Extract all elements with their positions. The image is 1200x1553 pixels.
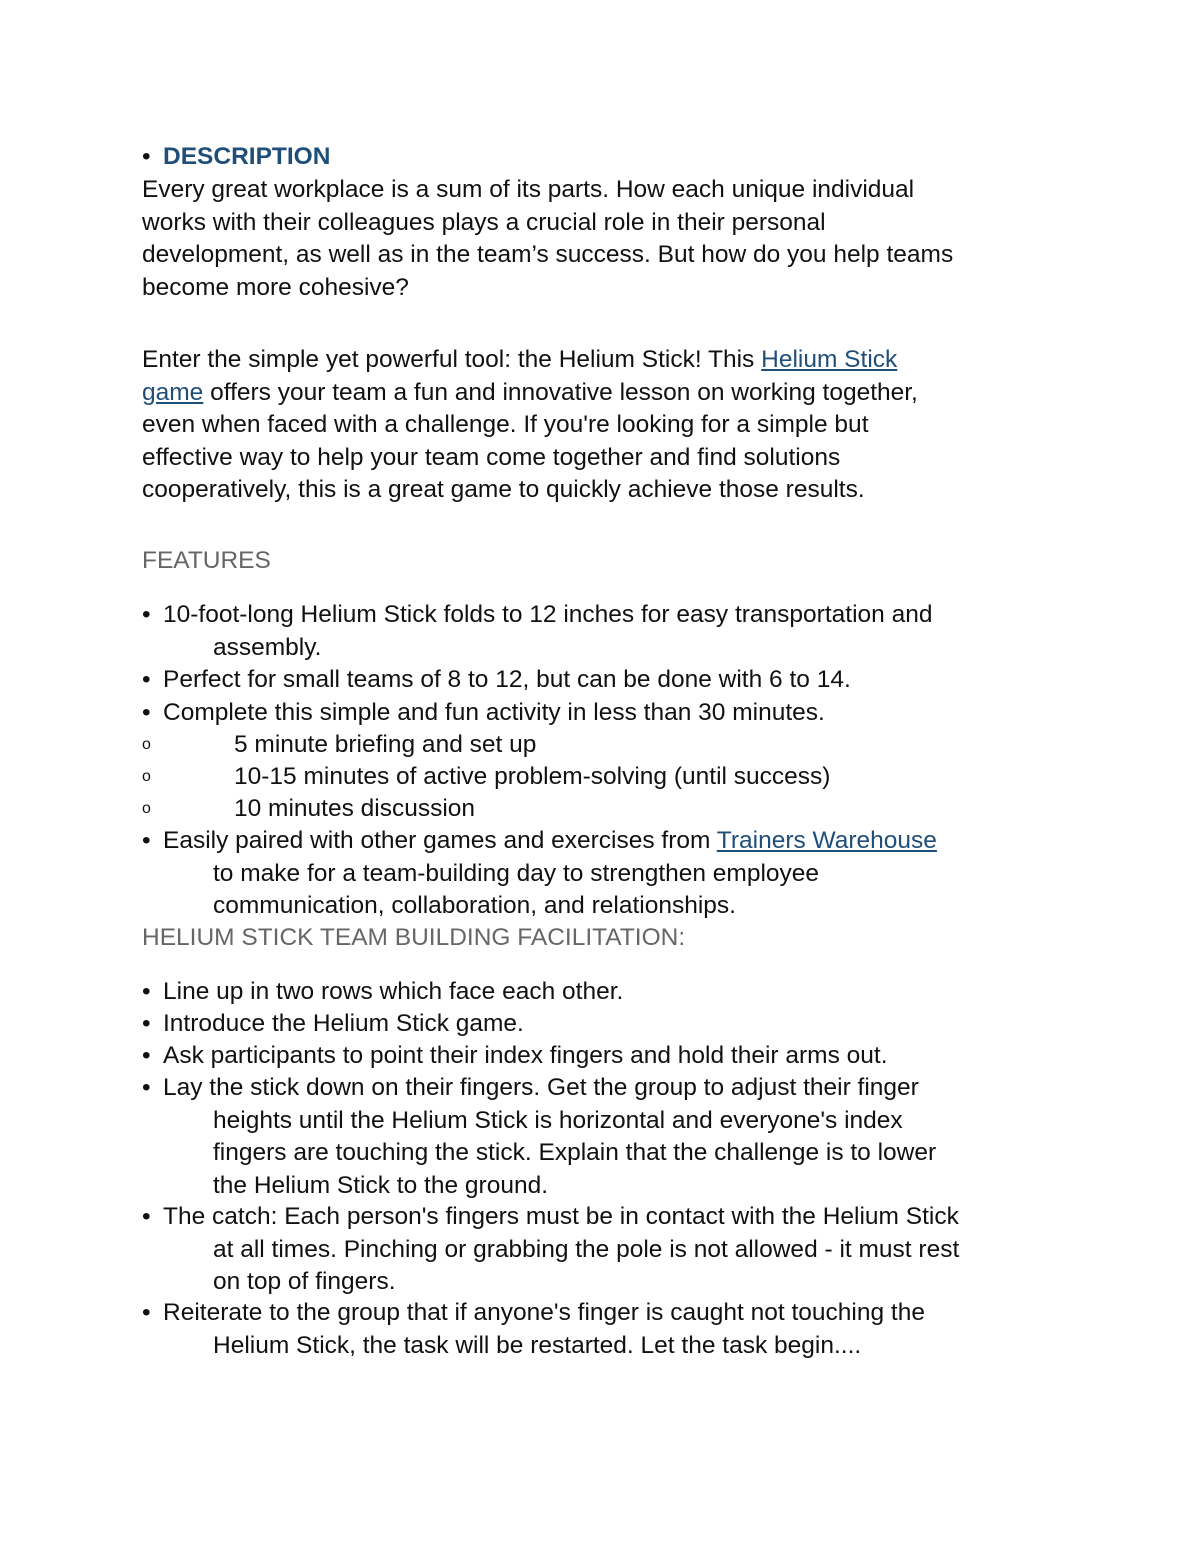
- helium-stick-game-link[interactable]: Helium Stick: [761, 346, 898, 373]
- text-line: works with their colleagues plays a crucial role in their personal: [142, 208, 826, 236]
- text-line: [163, 825, 1063, 858]
- subitem-text: 10 minutes discussion: [234, 795, 476, 822]
- sub-bullet: o: [142, 768, 151, 785]
- facilitation-text: Line up in two rows which face each other.: [163, 978, 624, 1005]
- text-line: Every great workplace is a sum of its parts. How each unique individual: [142, 176, 915, 203]
- description-paragraph-2: [142, 344, 1082, 507]
- facilitation-text: [163, 1201, 1063, 1299]
- text-line: [142, 344, 1082, 377]
- text-line: development, as well as in the team’s success. But how do you help teams: [142, 241, 954, 268]
- text-line: on top of fingers.: [213, 1268, 396, 1295]
- bullet: •: [142, 1010, 151, 1037]
- text-line: even when faced with a challenge. If you're looking for a simple but: [142, 411, 869, 438]
- feature-text: Complete this simple and fun activity in less than 30 minutes.: [163, 699, 825, 726]
- bullet: •: [142, 143, 151, 170]
- text-line: 10-foot-long Helium Stick folds to 12 inches for easy transportation and: [163, 601, 933, 628]
- bullet: •: [142, 699, 151, 726]
- text-line: the Helium Stick to the ground.: [213, 1171, 549, 1199]
- text-line: Helium Stick, the task will be restarted. Let the task begin....: [213, 1331, 862, 1359]
- facilitation-text: [163, 1072, 1063, 1202]
- description-heading: DESCRIPTION: [163, 143, 331, 170]
- sub-bullet: o: [142, 736, 151, 753]
- text-line: become more cohesive?: [142, 273, 409, 301]
- bullet: •: [142, 978, 151, 1005]
- bullet: •: [142, 1074, 151, 1101]
- bullet: •: [142, 1042, 151, 1069]
- facilitation-text: Ask participants to point their index fingers and hold their arms out.: [163, 1042, 888, 1069]
- text-line: fingers are touching the stick. Explain that the challenge is to lower: [213, 1139, 937, 1166]
- text-line: Reiterate to the group that if anyone's finger is caught not touching the: [163, 1299, 925, 1326]
- text-span: Enter the simple yet powerful tool: the Helium Stick! This: [142, 346, 762, 373]
- facilitation-heading: HELIUM STICK TEAM BUILDING FACILITATION:: [142, 924, 686, 951]
- text-line: at all times. Pinching or grabbing the pole is not allowed - it must rest: [213, 1235, 960, 1263]
- text-line: [142, 377, 1082, 410]
- text-line: assembly.: [213, 633, 322, 661]
- features-heading: FEATURES: [142, 547, 271, 574]
- text-line: to make for a team-building day to strengthen employee: [213, 859, 820, 887]
- bullet: •: [142, 1203, 151, 1230]
- text-line: communication, collaboration, and relationships.: [213, 892, 736, 919]
- subitem-text: 5 minute briefing and set up: [234, 731, 537, 758]
- text-span: offers your team a fun and innovative lesson on working together,: [203, 378, 918, 406]
- feature-text: [163, 825, 1063, 923]
- facilitation-text: Introduce the Helium Stick game.: [163, 1010, 524, 1037]
- trainers-warehouse-link[interactable]: Trainers Warehouse: [716, 827, 937, 854]
- text-line: cooperatively, this is a great game to quickly achieve those results.: [142, 476, 865, 503]
- text-line: The catch: Each person's fingers must be in contact with the Helium Stick: [163, 1203, 959, 1230]
- subitem-text: 10-15 minutes of active problem-solving (until success): [234, 763, 831, 790]
- bullet: •: [142, 827, 151, 854]
- bullet: •: [142, 1299, 151, 1326]
- text-span: Easily paired with other games and exercises from: [163, 827, 717, 854]
- sub-bullet: o: [142, 800, 151, 817]
- helium-stick-game-link-continued[interactable]: game: [142, 378, 204, 406]
- feature-text: [163, 599, 1063, 664]
- facilitation-text: [163, 1297, 1063, 1362]
- text-line: heights until the Helium Stick is horizontal and everyone's index: [213, 1106, 903, 1134]
- bullet: •: [142, 666, 151, 693]
- bullet: •: [142, 601, 151, 628]
- text-line: effective way to help your team come together and find solutions: [142, 443, 841, 471]
- description-paragraph-1: [142, 174, 1082, 304]
- text-line: Lay the stick down on their fingers. Get the group to adjust their finger: [163, 1074, 919, 1101]
- feature-text: Perfect for small teams of 8 to 12, but can be done with 6 to 14.: [163, 666, 851, 693]
